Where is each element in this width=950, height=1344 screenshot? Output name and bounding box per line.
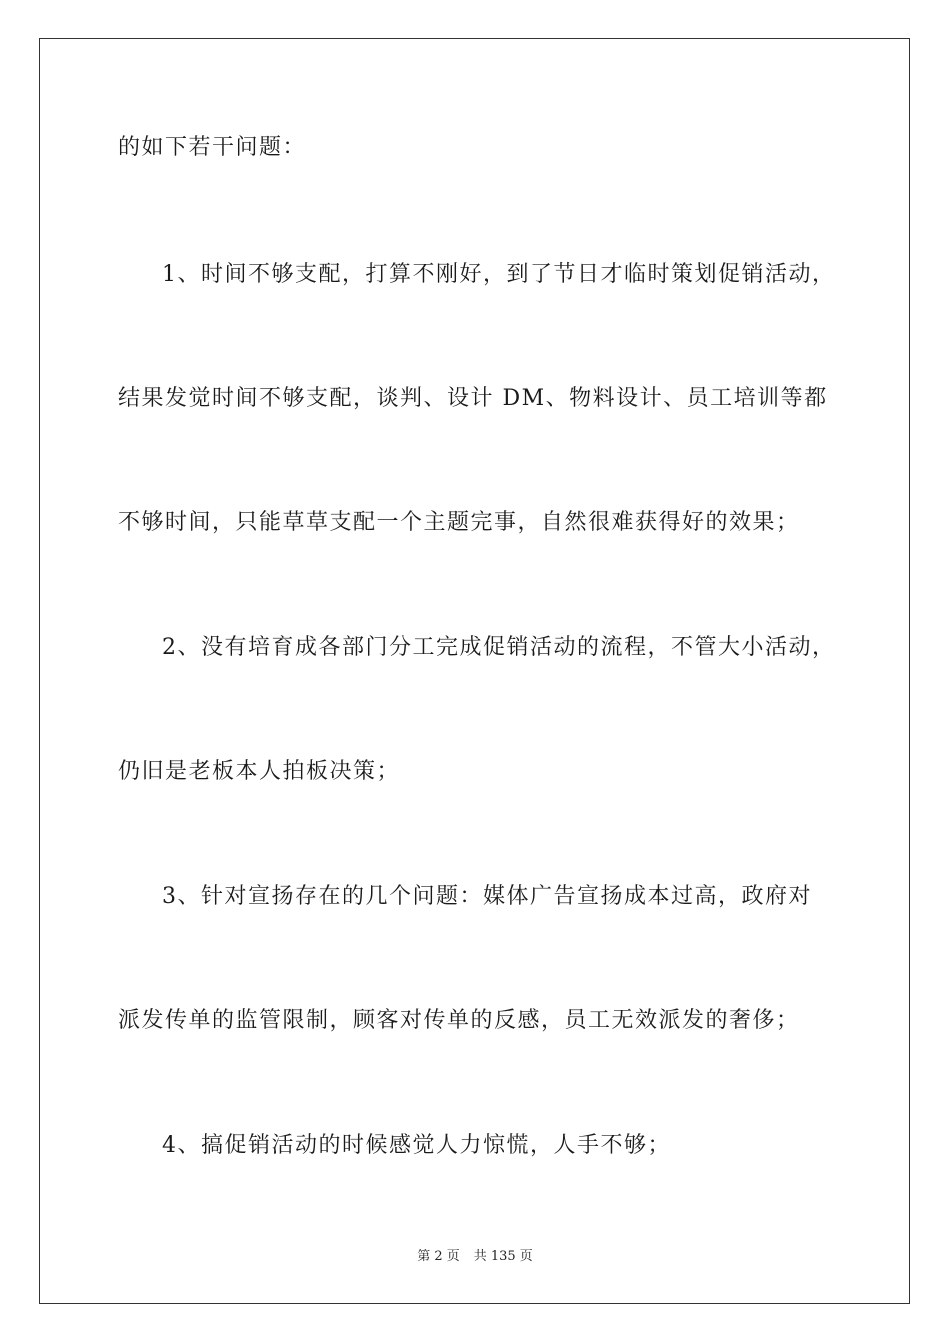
total-pages: 共 135 页	[473, 1249, 533, 1264]
text-line-5: 2、没有培育成各部门分工完成促销活动的流程，不管大小活动，	[162, 635, 836, 660]
text-line-8: 派发传单的监管限制，顾客对传单的反感，员工无效派发的奢侈；	[118, 1008, 800, 1033]
page-border	[39, 38, 910, 1304]
page-footer	[0, 1249, 950, 1265]
text-line-1: 的如下若干问题：	[118, 135, 307, 160]
text-line-4: 不够时间，只能草草支配一个主题完事，自然很难获得好的效果；	[118, 510, 800, 535]
text-line-7: 3、针对宣扬存在的几个问题：媒体广告宣扬成本过高，政府对	[162, 884, 812, 909]
page-number: 第 2 页	[417, 1249, 460, 1264]
text-line-2: 1、时间不够支配，打算不刚好，到了节日才临时策划促销活动，	[162, 262, 836, 287]
text-line-6: 仍旧是老板本人拍板决策；	[118, 759, 401, 784]
text-line-9: 4、搞促销活动的时候感觉人力惊慌，人手不够；	[162, 1133, 671, 1158]
text-line-3: 结果发觉时间不够支配，谈判、设计 DM、物料设计、员工培训等都	[118, 386, 828, 411]
